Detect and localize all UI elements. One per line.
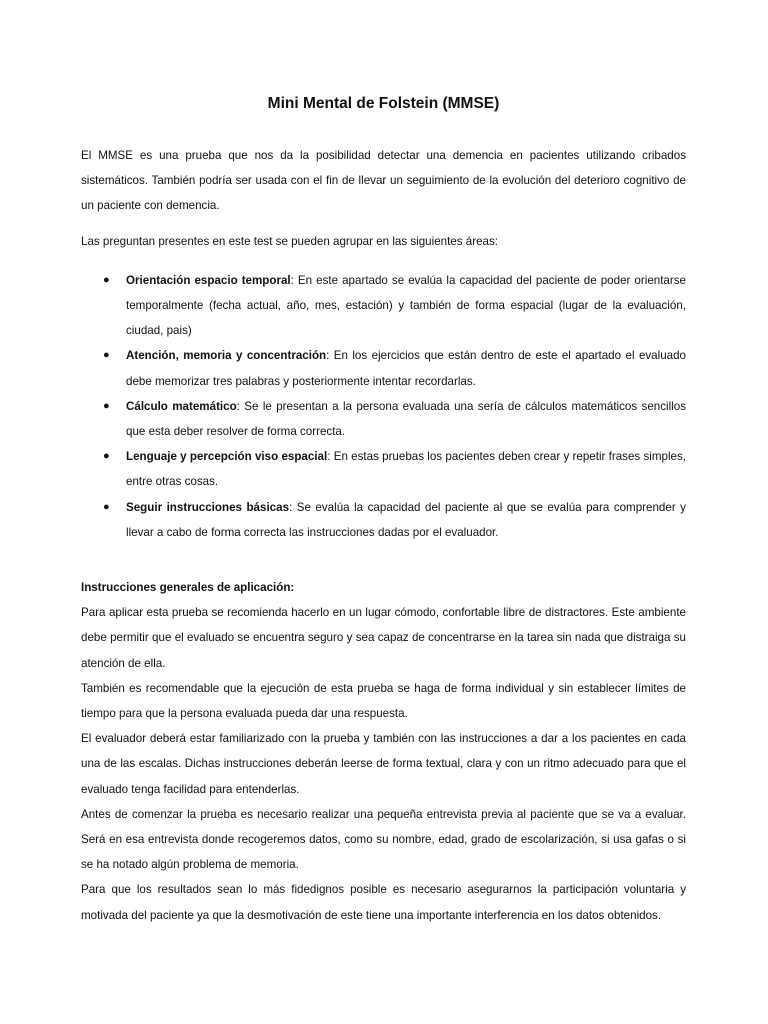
document-body — [81, 93, 686, 928]
bullet-icon: ● — [103, 450, 110, 463]
instruction-paragraph: El evaluador deberá estar familiarizado con la prueba y también con las instrucciones a dar a los pacientes en cada una de las escalas. Dichas instrucciones deberán leerse de forma textual, clara y con un ritmo adecuado para que el evaluado tenga facilidad para entenderlas. — [81, 732, 686, 796]
area-text: : Se le presentan a la persona evaluada una sería de cálculos matemáticos sencillos que esta deber resolver de forma correcta. — [126, 399, 687, 439]
area-text: : En estas pruebas los pacientes deben crear y repetir frases simples, entre otras cosas. — [126, 450, 686, 489]
instructions-heading: Instrucciones generales de aplicación: — [81, 581, 295, 595]
bullet-icon: ● — [103, 500, 110, 513]
area-term: Orientación espacio temporal — [126, 273, 291, 287]
area-text: : En los ejercicios que están dentro de este el apartado el evaluado debe memorizar tres palabras y posteriormente intentar recordarlas. — [126, 349, 686, 388]
area-text: : Se evalúa la capacidad del paciente al que se evalúa para comprender y llevar a cabo de forma correcta las instrucciones dadas por el evaluador. — [126, 500, 686, 539]
instruction-paragraph: Para aplicar esta prueba se recomienda hacerlo en un lugar cómodo, confortable libre de distractores. Este ambiente debe permitir que el evaluado se encuentra seguro y sea capaz de concentrarse en la tarea sin nada que distraiga su atención de ella. — [81, 606, 686, 670]
instruction-paragraph: Antes de comenzar la prueba es necesario realizar una pequeña entrevista previa al paciente que se va a evaluar. Será en esa entrevista donde recogeremos datos, como su nombre, edad, grado de escolarización, si usa gafas o si se ha notado algún problema de memoria. — [81, 807, 686, 872]
list-item — [81, 394, 686, 444]
bullet-icon: ● — [103, 399, 110, 412]
list-item — [81, 444, 686, 494]
bullet-icon: ● — [103, 349, 110, 362]
areas-intro: Las preguntan presentes en este test se pueden agrupar en las siguientes áreas: — [81, 234, 499, 248]
areas-list — [81, 268, 686, 545]
instruction-paragraph: También es recomendable que la ejecución de esta prueba se haga de forma individual y sin establecer límites de tiempo para que la persona evaluada pueda dar una respuesta. — [81, 681, 686, 721]
area-term: Seguir instrucciones básicas — [126, 500, 290, 514]
area-term: Lenguaje y percepción viso espacial — [126, 450, 328, 464]
intro-paragraph: El MMSE es una prueba que nos da la posibilidad detectar una demencia en pacientes utilizando cribados sistemáticos. También podría ser usada con el fin de llevar un seguimiento de la evolución del deterioro cognitivo de un paciente con demencia. — [81, 149, 686, 213]
list-item — [81, 268, 686, 344]
document-title: Mini Mental de Folstein (MMSE) — [267, 95, 500, 112]
area-text: : En este apartado se evalúa la capacidad del paciente de poder orientarse temporalmente (fecha actual, año, mes, estación) y también de forma espacial (lugar de la evaluación, ciudad, pais) — [126, 273, 686, 338]
area-term: Atención, memoria y concentración — [126, 349, 327, 363]
list-item — [81, 495, 686, 545]
bullet-icon: ● — [103, 273, 110, 286]
list-item — [81, 343, 686, 393]
instruction-paragraph: Para que los resultados sean lo más fidedignos posible es necesario asegurarnos la participación voluntaria y motivada del paciente ya que la desmotivación de este tiene una importante interferencia en los datos obtenidos. — [81, 883, 686, 922]
area-term: Cálculo matemático — [126, 399, 237, 413]
